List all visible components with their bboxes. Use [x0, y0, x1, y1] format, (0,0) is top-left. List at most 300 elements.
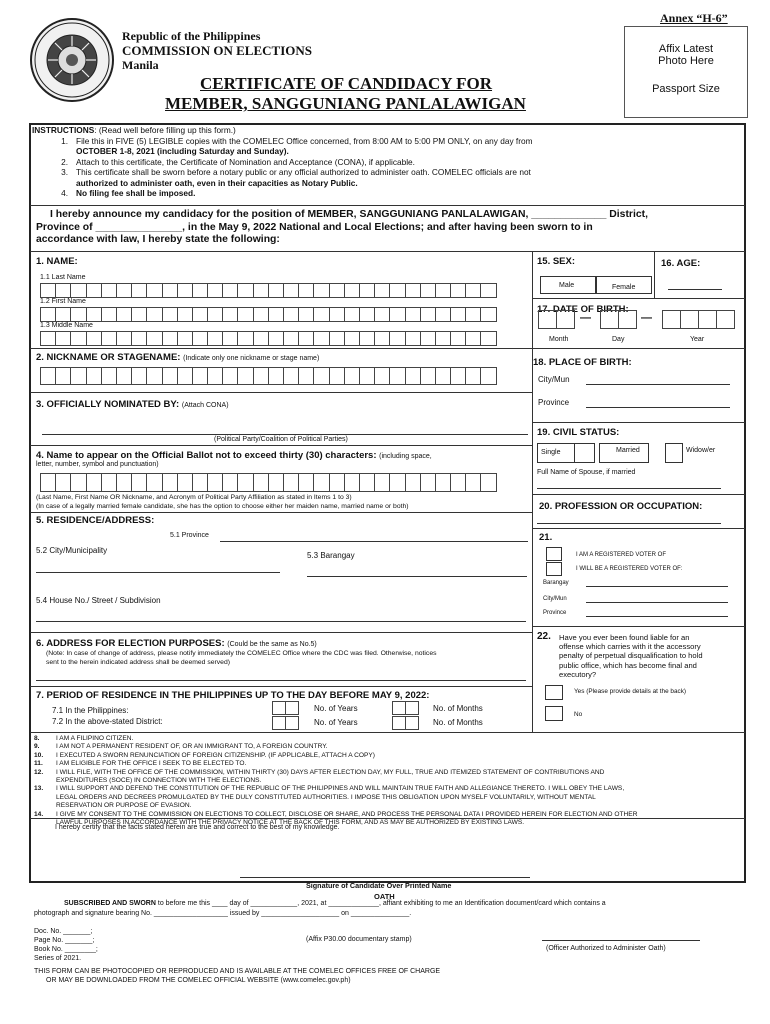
item-22-question — [559, 633, 735, 679]
ballot-caption-1: (Last Name, First Name OR Nickname, and Acronym of Political Party Affiliation as stated in Items 1 to 3) — [36, 494, 352, 501]
house-label: 5.4 House No./ Street / Subdivision — [36, 596, 161, 605]
letter-box[interactable] — [298, 367, 314, 385]
letter-box[interactable] — [359, 331, 375, 346]
announce-line-3: accordance with law, I hereby state the following: — [36, 234, 280, 245]
district-years-boxes[interactable] — [272, 716, 298, 730]
ballot-name-boxes[interactable] — [40, 473, 496, 492]
title-line-1: CERTIFICATE OF CANDIDACY FOR — [200, 74, 493, 93]
page-no: Page No. _______; — [34, 937, 95, 944]
letter-box[interactable] — [222, 473, 238, 492]
letter-box[interactable] — [70, 367, 86, 385]
letter-box[interactable] — [344, 473, 360, 492]
ph-years-boxes[interactable] — [272, 701, 298, 715]
letter-box[interactable] — [435, 307, 451, 322]
letter-box[interactable] — [344, 283, 360, 298]
letter-box[interactable] — [435, 283, 451, 298]
instruction-text: authorized to administer oath, even in their capacities as Notary Public. — [76, 177, 358, 188]
letter-box[interactable] — [420, 283, 436, 298]
divider — [30, 732, 745, 733]
letter-box[interactable] — [313, 367, 329, 385]
letter-box[interactable] — [86, 307, 102, 322]
statement-num: 12. — [34, 768, 44, 776]
officer-caption: (Officer Authorized to Administer Oath) — [546, 945, 666, 952]
letter-box[interactable] — [313, 307, 329, 322]
letter-box[interactable] — [86, 367, 102, 385]
period-ph-label: 7.1 In the Philippines: — [52, 706, 129, 715]
letter-box[interactable] — [253, 283, 269, 298]
letter-box[interactable] — [435, 473, 451, 492]
letter-box[interactable] — [131, 283, 147, 298]
comelec-seal — [30, 18, 114, 102]
married-label: Married — [616, 447, 640, 454]
letter-box[interactable] — [359, 367, 375, 385]
letter-box[interactable] — [222, 367, 238, 385]
letter-box[interactable] — [101, 473, 117, 492]
item-22-num: 22. — [537, 631, 551, 642]
letter-box[interactable] — [177, 367, 193, 385]
letter-box[interactable] — [192, 283, 208, 298]
letter-box[interactable] — [420, 367, 436, 385]
will-register-checkbox[interactable] — [546, 562, 562, 576]
registered-voter-label: I AM A REGISTERED VOTER OF — [576, 552, 667, 558]
pob-province-line[interactable] — [586, 407, 730, 408]
statement-num — [34, 802, 56, 810]
title-line-2: MEMBER, SANGGUNIANG PANLALAWIGAN — [165, 94, 526, 113]
letter-box[interactable] — [116, 473, 132, 492]
letter-box[interactable] — [101, 283, 117, 298]
statement-text: I AM ELIGIBLE FOR THE OFFICE I SEEK TO BE ELECTED TO. — [56, 760, 247, 768]
letter-box[interactable] — [450, 307, 466, 322]
profession-line[interactable] — [537, 523, 721, 524]
election-address-header — [36, 638, 317, 649]
letter-box[interactable] — [374, 283, 390, 298]
letter-box[interactable] — [55, 331, 71, 346]
letter-box[interactable] — [480, 473, 496, 492]
letter-box[interactable] — [192, 367, 208, 385]
letter-box[interactable] — [359, 473, 375, 492]
nominated-label: 3. OFFICIALLY NOMINATED BY: — [36, 399, 180, 410]
letter-box[interactable] — [207, 283, 223, 298]
city-label: Manila — [122, 58, 159, 72]
letter-box[interactable] — [465, 331, 481, 346]
letter-box[interactable] — [329, 283, 345, 298]
instruction-text: This certificate shall be sworn before a notary public or any official authorized to administer oath. COMELEC officials are not — [76, 167, 531, 177]
letter-box[interactable] — [329, 367, 345, 385]
statement-num — [34, 777, 56, 785]
statement-row — [34, 735, 742, 743]
letter-box[interactable] — [405, 283, 421, 298]
ballot-note-2: letter, number, symbol and punctuation) — [36, 461, 159, 468]
day-label: Day — [612, 336, 625, 343]
instruction-text: OCTOBER 1-8, 2021 (including Saturday and Sunday). — [76, 146, 289, 156]
oath-bold: SUBSCRIBED AND SWORN — [64, 900, 156, 907]
photo-size: Passport Size — [652, 83, 720, 95]
divider — [532, 494, 745, 495]
letter-box[interactable] — [237, 473, 253, 492]
letter-box[interactable] — [465, 473, 481, 492]
letter-box[interactable] — [162, 331, 178, 346]
announcement — [36, 209, 742, 247]
oath-line-1 — [64, 900, 606, 907]
registered-voter-checkbox[interactable] — [546, 547, 562, 561]
divider — [30, 818, 745, 819]
statement-row — [34, 785, 742, 793]
letter-box[interactable] — [116, 307, 132, 322]
party-caption: (Political Party/Coalition of Political Parties) — [214, 436, 348, 443]
letter-box[interactable] — [237, 307, 253, 322]
letter-box[interactable] — [40, 473, 56, 492]
house-line[interactable] — [36, 621, 526, 622]
statement-row — [34, 743, 742, 751]
pob-city-line[interactable] — [586, 384, 730, 385]
divider — [30, 348, 532, 349]
first-name-label: 1.2 First Name — [40, 298, 86, 305]
divider — [532, 528, 745, 529]
statement-text: I GIVE MY CONSENT TO THE COMMISSION ON ELECTIONS TO COLLECT, DISCLOSE OR SHARE, AND PROCESS THE PERSONAL DATA I PROVIDED HEREIN FOR ELECTION AND OTHER — [56, 810, 638, 818]
no-checkbox[interactable] — [545, 706, 563, 721]
election-address-detail-2: sent to the herein indicated address shall be deemed served) — [46, 659, 231, 666]
oath-text: to before me this ____ day of ____________, 2021, at _____________, affiant exhibiting to me an Identification document/card which contains a — [157, 900, 606, 907]
election-address-note: (Could be the same as No.5) — [227, 641, 317, 648]
letter-box[interactable] — [298, 473, 314, 492]
letter-box[interactable] — [374, 331, 390, 346]
letter-box[interactable] — [101, 331, 117, 346]
year-label: Year — [690, 336, 705, 343]
letter-box[interactable] — [465, 367, 481, 385]
item-22-line: Have you ever been found liable for an — [559, 633, 690, 642]
nickname-header — [36, 352, 319, 363]
letter-box[interactable] — [450, 331, 466, 346]
signature-line[interactable] — [240, 877, 530, 878]
letter-box[interactable] — [359, 307, 375, 322]
letter-box[interactable] — [313, 473, 329, 492]
letter-box[interactable] — [283, 307, 299, 322]
letter-box[interactable] — [222, 283, 238, 298]
letter-box[interactable] — [70, 331, 86, 346]
instructions — [32, 125, 744, 199]
letter-box[interactable] — [253, 331, 269, 346]
letter-box[interactable] — [329, 331, 345, 346]
letter-box[interactable] — [177, 331, 193, 346]
divider — [532, 422, 745, 423]
letter-box[interactable] — [283, 473, 299, 492]
letter-box[interactable] — [298, 331, 314, 346]
letter-box[interactable] — [374, 307, 390, 322]
letter-box[interactable] — [268, 367, 284, 385]
election-address-label: 6. ADDRESS FOR ELECTION PURPOSES: — [36, 638, 225, 649]
letter-box[interactable] — [268, 473, 284, 492]
letter-box[interactable] — [55, 473, 71, 492]
will-register-label: I WILL BE A REGISTERED VOTER OF: — [576, 566, 683, 572]
letter-box[interactable] — [253, 307, 269, 322]
spouse-line[interactable] — [537, 488, 721, 489]
city-line[interactable] — [36, 572, 280, 573]
district-months-boxes[interactable] — [392, 716, 418, 730]
statement-num — [34, 794, 56, 802]
statement-row — [34, 769, 742, 777]
letter-box[interactable] — [435, 367, 451, 385]
letter-box[interactable] — [177, 473, 193, 492]
letter-box[interactable] — [131, 331, 147, 346]
ballot-note-1: (including space, — [379, 453, 432, 460]
age-label: 16. AGE: — [661, 258, 701, 269]
letter-box[interactable] — [283, 367, 299, 385]
instructions-lead: INSTRUCTIONS — [32, 125, 95, 135]
letter-box[interactable] — [146, 331, 162, 346]
letter-box[interactable] — [131, 473, 147, 492]
statement-num: 14. — [34, 810, 44, 818]
letter-box[interactable] — [237, 331, 253, 346]
election-address-line[interactable] — [36, 680, 526, 681]
middle-name-label: 1.3 Middle Name — [40, 322, 93, 329]
statement-num: 9. — [34, 743, 40, 751]
annex-label: Annex “H-6” — [660, 11, 728, 25]
statement-row — [34, 760, 742, 768]
series: Series of 2021. — [34, 955, 82, 962]
letter-box[interactable] — [146, 367, 162, 385]
certify-text: I hereby certify that the facts stated herein are true and correct to the best of my knowledge. — [55, 824, 340, 831]
letter-box[interactable] — [465, 283, 481, 298]
letter-box[interactable] — [131, 307, 147, 322]
letter-box[interactable] — [480, 307, 496, 322]
letter-box[interactable] — [435, 331, 451, 346]
last-name-boxes[interactable] — [40, 283, 496, 298]
statement-text: I AM NOT A PERMANENT RESIDENT OF, OR AN IMMIGRANT TO, A FOREIGN COUNTRY. — [56, 743, 328, 751]
letter-box[interactable] — [207, 331, 223, 346]
statement-text: LEGAL ORDERS AND DECREES PROMULGATED BY THE DULY CONSTITUTED AUTHORITIES. I IMPOSE THIS OBLIGATION UPON MYSELF VOLUNTARILY, WITHOUT MENTAL — [56, 793, 596, 801]
divider — [532, 348, 745, 349]
letter-box[interactable] — [237, 367, 253, 385]
letter-box[interactable] — [374, 367, 390, 385]
dob-year-boxes[interactable] — [662, 310, 734, 329]
letter-box[interactable] — [283, 331, 299, 346]
dob-dash-1: — — [580, 312, 591, 324]
letter-box[interactable] — [40, 331, 56, 346]
letter-box[interactable] — [162, 473, 178, 492]
letter-box[interactable] — [222, 307, 238, 322]
age-line[interactable] — [668, 289, 722, 290]
letter-box[interactable] — [177, 307, 193, 322]
statement-text: LAWFUL PURPOSES IN ACCORDANCE WITH THE PRIVACY NOTICE AT THE BACK OF THIS FORM, AND AS MAY BE AUTHORIZED BY EXISTING LAWS. — [56, 819, 525, 827]
oath-line-2: photograph and signature bearing No. ___________________ issued by ____________________ on _______________. — [34, 910, 412, 917]
male-label: Male — [559, 282, 575, 289]
stamp-note: (Affix P30.00 documentary stamp) — [306, 936, 412, 943]
widow-checkbox[interactable] — [665, 443, 683, 463]
announce-line-2: Province of _______________, in the May 9, 2022 National and Local Elections; and after having been sworn to in — [36, 221, 593, 233]
barangay-label: 5.3 Barangay — [307, 551, 355, 560]
instruction-num: 4. — [61, 188, 68, 198]
letter-box[interactable] — [420, 331, 436, 346]
statement-text: I EXECUTED A SWORN RENUNCIATION OF FOREIGN CITIZENSHIP. (IF APPLICABLE, ATTACH A COPY) — [56, 751, 375, 759]
letter-box[interactable] — [146, 307, 162, 322]
letter-box[interactable] — [420, 307, 436, 322]
yes-label: Yes (Please provide details at the back) — [574, 688, 687, 695]
divider — [30, 445, 532, 446]
statement-text: I AM A FILIPINO CITIZEN. — [56, 735, 134, 742]
voter-province-line[interactable] — [586, 616, 728, 617]
letter-box[interactable] — [329, 473, 345, 492]
divider — [654, 251, 655, 298]
letter-box[interactable] — [420, 473, 436, 492]
letter-box[interactable] — [40, 307, 56, 322]
letter-box[interactable] — [405, 331, 421, 346]
letter-box[interactable] — [86, 283, 102, 298]
officer-line[interactable] — [542, 940, 700, 941]
letter-box[interactable] — [116, 331, 132, 346]
letter-box[interactable] — [222, 331, 238, 346]
letter-box[interactable] — [70, 473, 86, 492]
letter-box[interactable] — [389, 367, 405, 385]
letter-box[interactable] — [283, 283, 299, 298]
letter-box[interactable] — [101, 307, 117, 322]
nominated-note: (Attach CONA) — [181, 402, 229, 409]
instructions-lead-rest: : (Read well before filling up this form.) — [94, 125, 236, 135]
ballot-label: 4. Name to appear on the Official Ballot not to exceed thirty (30) characters: — [36, 450, 377, 461]
commission-label: COMMISSION ON ELECTIONS — [122, 43, 312, 58]
footer-line-2: OR MAY BE DOWNLOADED FROM THE COMELEC OFFICIAL WEBSITE (www.comelec.gov.ph) — [46, 977, 351, 984]
letter-box[interactable] — [465, 307, 481, 322]
book-no: Book No. ________; — [34, 946, 98, 953]
signature-caption: Signature of Candidate Over Printed Name — [306, 881, 452, 890]
nickname-boxes[interactable] — [40, 367, 496, 385]
ballot-header — [36, 450, 526, 461]
letter-box[interactable] — [268, 283, 284, 298]
letter-box[interactable] — [450, 283, 466, 298]
letter-box[interactable] — [55, 283, 71, 298]
letter-box[interactable] — [146, 283, 162, 298]
letter-box[interactable] — [313, 331, 329, 346]
letter-box[interactable] — [389, 331, 405, 346]
letter-box[interactable] — [116, 283, 132, 298]
statement-row — [34, 794, 742, 802]
letter-box[interactable] — [405, 307, 421, 322]
middle-name-boxes[interactable] — [40, 331, 496, 346]
letter-box[interactable] — [450, 473, 466, 492]
letter-box[interactable] — [359, 283, 375, 298]
letter-box[interactable] — [162, 307, 178, 322]
announce-line-1: I hereby announce my candidacy for the position of MEMBER, SANGGUNIANG PANLALAWIGAN, _____________ District, — [50, 209, 648, 220]
voter-barangay-line[interactable] — [586, 586, 728, 587]
letter-box[interactable] — [298, 283, 314, 298]
republic-label: Republic of the Philippines — [122, 29, 261, 43]
letter-box[interactable] — [146, 473, 162, 492]
first-name-boxes[interactable] — [40, 307, 496, 322]
letter-box[interactable] — [298, 307, 314, 322]
letter-box[interactable] — [450, 367, 466, 385]
letter-box[interactable] — [389, 283, 405, 298]
nominated-header — [36, 399, 229, 410]
no-label: No — [574, 711, 583, 718]
letter-box[interactable] — [480, 283, 496, 298]
letter-box[interactable] — [389, 473, 405, 492]
letter-box[interactable] — [86, 473, 102, 492]
letter-box[interactable] — [131, 367, 147, 385]
letter-box[interactable] — [253, 367, 269, 385]
letter-box[interactable] — [374, 473, 390, 492]
letter-box[interactable] — [344, 331, 360, 346]
month-label: Month — [549, 336, 569, 343]
letter-box[interactable] — [70, 307, 86, 322]
photo-line-2: Photo Here — [658, 55, 714, 67]
statement-text: RESERVATION OR PURPOSE OF EVASION. — [56, 802, 192, 810]
letter-box[interactable] — [162, 283, 178, 298]
ph-months-label: No. of Months — [433, 704, 483, 713]
letter-box[interactable] — [405, 367, 421, 385]
letter-box[interactable] — [268, 331, 284, 346]
yes-checkbox[interactable] — [545, 685, 563, 700]
letter-box[interactable] — [237, 283, 253, 298]
province-line[interactable] — [220, 541, 528, 542]
letter-box[interactable] — [313, 283, 329, 298]
letter-box[interactable] — [192, 307, 208, 322]
letter-box[interactable] — [207, 473, 223, 492]
instruction-num: 2. — [61, 156, 68, 167]
name-label: 1. NAME: — [36, 256, 78, 267]
letter-box[interactable] — [480, 331, 496, 346]
item-21-label: 21. — [539, 532, 553, 543]
letter-box[interactable] — [40, 283, 56, 298]
statement-num: 11. — [34, 760, 43, 768]
letter-box[interactable] — [268, 307, 284, 322]
statements — [34, 735, 742, 827]
letter-box[interactable] — [192, 473, 208, 492]
party-line[interactable] — [42, 434, 528, 435]
ph-years-label: No. of Years — [314, 704, 358, 713]
dob-dash-2: — — [641, 312, 652, 324]
letter-box[interactable] — [40, 367, 56, 385]
divider — [532, 298, 745, 299]
doc-no: Doc. No. _______; — [34, 928, 93, 935]
letter-box[interactable] — [177, 283, 193, 298]
letter-box[interactable] — [344, 367, 360, 385]
letter-box[interactable] — [253, 473, 269, 492]
letter-box[interactable] — [389, 307, 405, 322]
letter-box[interactable] — [101, 367, 117, 385]
letter-box[interactable] — [162, 367, 178, 385]
letter-box[interactable] — [55, 367, 71, 385]
letter-box[interactable] — [86, 331, 102, 346]
province-label: 5.1 Province — [170, 532, 209, 539]
letter-box[interactable] — [55, 307, 71, 322]
dob-month-boxes[interactable] — [538, 310, 574, 329]
letter-box[interactable] — [207, 367, 223, 385]
instruction-num: 3. — [61, 167, 68, 177]
divider — [30, 632, 532, 633]
dob-label: 17. DATE OF BIRTH: — [537, 304, 629, 315]
letter-box[interactable] — [207, 307, 223, 322]
widow-label: Widow/er — [686, 447, 716, 454]
voter-city-label: City/Mun — [543, 596, 567, 602]
letter-box[interactable] — [405, 473, 421, 492]
election-address-detail-1: (Note: In case of change of address, please notify immediately the COMELEC Office where the CDC was filed. Otherwise, notices — [46, 650, 437, 657]
ph-months-boxes[interactable] — [392, 701, 418, 715]
letter-box[interactable] — [192, 331, 208, 346]
barangay-line[interactable] — [307, 576, 527, 577]
statement-text: I WILL SUPPORT AND DEFEND THE CONSTITUTION OF THE REPUBLIC OF THE PHILIPPINES AND WILL MAINTAIN TRUE FAITH AND ALLEGIANCE THERETO. I WILL OBEY THE LAWS, — [56, 785, 625, 793]
letter-box[interactable] — [344, 307, 360, 322]
voter-city-line[interactable] — [586, 602, 728, 603]
letter-box[interactable] — [70, 283, 86, 298]
instruction-text: File this in FIVE (5) LEGIBLE copies with the COMELEC Office concerned, from 8:00 AM to 5:00 PM ONLY, on any day from — [76, 135, 533, 146]
dob-day-boxes[interactable] — [600, 310, 636, 329]
divider — [30, 686, 532, 687]
letter-box[interactable] — [480, 367, 496, 385]
letter-box[interactable] — [329, 307, 345, 322]
statement-num: 10. — [34, 751, 44, 759]
pob-city-label: City/Mun — [538, 375, 570, 384]
item-22-line: offense which carries with it the accessory — [559, 642, 701, 652]
letter-box[interactable] — [116, 367, 132, 385]
